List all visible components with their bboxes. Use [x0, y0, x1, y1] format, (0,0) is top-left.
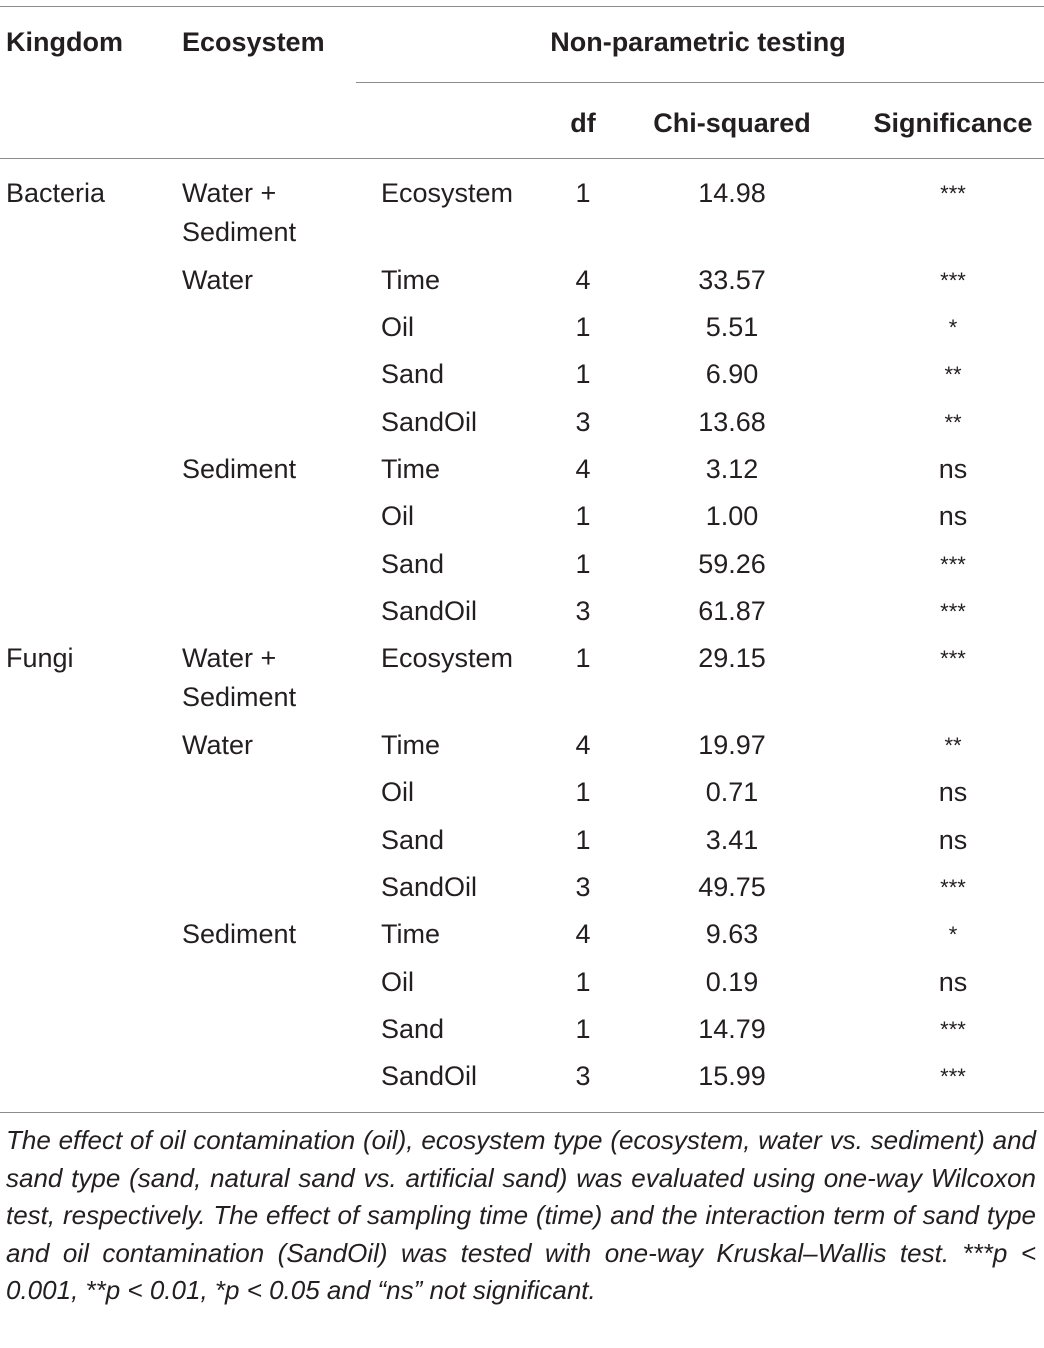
df-cell: 3 — [575, 872, 591, 902]
chi-squared-cell: 61.87 — [698, 596, 766, 626]
significance-cell: ** — [944, 733, 962, 758]
significance-cell: *** — [940, 1064, 966, 1089]
chi-squared-cell: 14.98 — [698, 178, 766, 208]
ecosystem-cell: Sediment — [182, 682, 297, 712]
chi-squared-cell: 1.00 — [705, 501, 759, 531]
significance-cell: ns — [938, 825, 968, 855]
df-cell: 1 — [575, 643, 591, 673]
ecosystem-cell: Sediment — [182, 919, 297, 949]
factor-cell: Oil — [381, 967, 414, 997]
factor-cell: Time — [381, 919, 440, 949]
factor-cell: Time — [381, 454, 440, 484]
chi-squared-cell: 9.63 — [705, 919, 759, 949]
factor-cell: SandOil — [381, 596, 478, 626]
header-bottom-rule — [0, 158, 1044, 159]
significance-cell: *** — [940, 268, 966, 293]
df-cell: 3 — [575, 1061, 591, 1091]
chi-squared-cell: 19.97 — [698, 730, 766, 760]
table-top-rule — [0, 6, 1044, 7]
factor-cell: Oil — [381, 312, 414, 342]
chi-squared-cell: 14.79 — [698, 1014, 766, 1044]
chi-squared-cell: 3.12 — [705, 454, 759, 484]
factor-cell: Oil — [381, 501, 414, 531]
header-significance: Significance — [873, 108, 1033, 138]
chi-squared-cell: 5.51 — [705, 312, 759, 342]
factor-cell: Sand — [381, 825, 445, 855]
chi-squared-cell: 3.41 — [705, 825, 759, 855]
df-cell: 1 — [575, 549, 591, 579]
factor-cell: Ecosystem — [381, 643, 514, 673]
factor-cell: Sand — [381, 359, 445, 389]
df-cell: 4 — [575, 730, 591, 760]
header-kingdom: Kingdom — [6, 27, 123, 57]
df-cell: 1 — [575, 501, 591, 531]
header-ecosystem: Ecosystem — [182, 27, 325, 57]
chi-squared-cell: 29.15 — [698, 643, 766, 673]
significance-cell: ** — [944, 410, 962, 435]
ecosystem-cell: Water + — [182, 643, 277, 673]
ecosystem-cell: Water — [182, 730, 254, 760]
ecosystem-cell: Water — [182, 265, 254, 295]
kingdom-cell: Bacteria — [6, 178, 106, 208]
significance-cell: ** — [944, 362, 962, 387]
df-cell: 4 — [575, 265, 591, 295]
kingdom-cell: Fungi — [6, 643, 74, 673]
group-header-rule — [356, 82, 1044, 83]
ecosystem-cell: Sediment — [182, 217, 297, 247]
significance-cell: *** — [940, 552, 966, 577]
factor-cell: Time — [381, 265, 440, 295]
significance-cell: ns — [938, 777, 968, 807]
significance-cell: *** — [940, 1017, 966, 1042]
chi-squared-cell: 13.68 — [698, 407, 766, 437]
chi-squared-cell: 6.90 — [705, 359, 759, 389]
chi-squared-cell: 0.19 — [705, 967, 759, 997]
chi-squared-cell: 15.99 — [698, 1061, 766, 1091]
factor-cell: Oil — [381, 777, 414, 807]
df-cell: 3 — [575, 407, 591, 437]
significance-cell: ns — [938, 501, 968, 531]
factor-cell: SandOil — [381, 872, 478, 902]
significance-cell: ns — [938, 454, 968, 484]
ecosystem-cell: Sediment — [182, 454, 297, 484]
df-cell: 1 — [575, 777, 591, 807]
df-cell: 1 — [575, 825, 591, 855]
header-df: df — [570, 108, 596, 138]
ecosystem-cell: Water + — [182, 178, 277, 208]
df-cell: 1 — [575, 359, 591, 389]
table-bottom-rule — [0, 1112, 1044, 1113]
df-cell: 1 — [575, 312, 591, 342]
significance-cell: *** — [940, 646, 966, 671]
chi-squared-cell: 0.71 — [705, 777, 759, 807]
factor-cell: Sand — [381, 549, 445, 579]
factor-cell: Time — [381, 730, 440, 760]
significance-cell: *** — [940, 181, 966, 206]
df-cell: 3 — [575, 596, 591, 626]
header-chi-squared: Chi-squared — [653, 108, 811, 138]
significance-cell: * — [948, 922, 958, 947]
factor-cell: SandOil — [381, 1061, 478, 1091]
significance-cell: * — [948, 315, 958, 340]
significance-cell: *** — [940, 599, 966, 624]
chi-squared-cell: 33.57 — [698, 265, 766, 295]
significance-cell: *** — [940, 875, 966, 900]
header-non-parametric-testing: Non-parametric testing — [550, 27, 846, 57]
table-footnote: The effect of oil contamination (oil), ecosystem type (ecosystem, water vs. sediment) and sand type (sand, natural sand vs. artificial sand) was evaluated using one-way Wilcoxon test, respectively. The effect of sampling time (time) and the interaction term of sand type and oil contamination (SandOil) was tested with one-way Kruskal–Wallis test. ***p < 0.001, **p < 0.01, *p < 0.05 and “ns” not significant. — [6, 1125, 1036, 1306]
chi-squared-cell: 59.26 — [698, 549, 766, 579]
df-cell: 4 — [575, 919, 591, 949]
factor-cell: Ecosystem — [381, 178, 514, 208]
df-cell: 1 — [575, 1014, 591, 1044]
df-cell: 1 — [575, 967, 591, 997]
factor-cell: Sand — [381, 1014, 445, 1044]
chi-squared-cell: 49.75 — [698, 872, 766, 902]
factor-cell: SandOil — [381, 407, 478, 437]
df-cell: 1 — [575, 178, 591, 208]
df-cell: 4 — [575, 454, 591, 484]
significance-cell: ns — [938, 967, 968, 997]
